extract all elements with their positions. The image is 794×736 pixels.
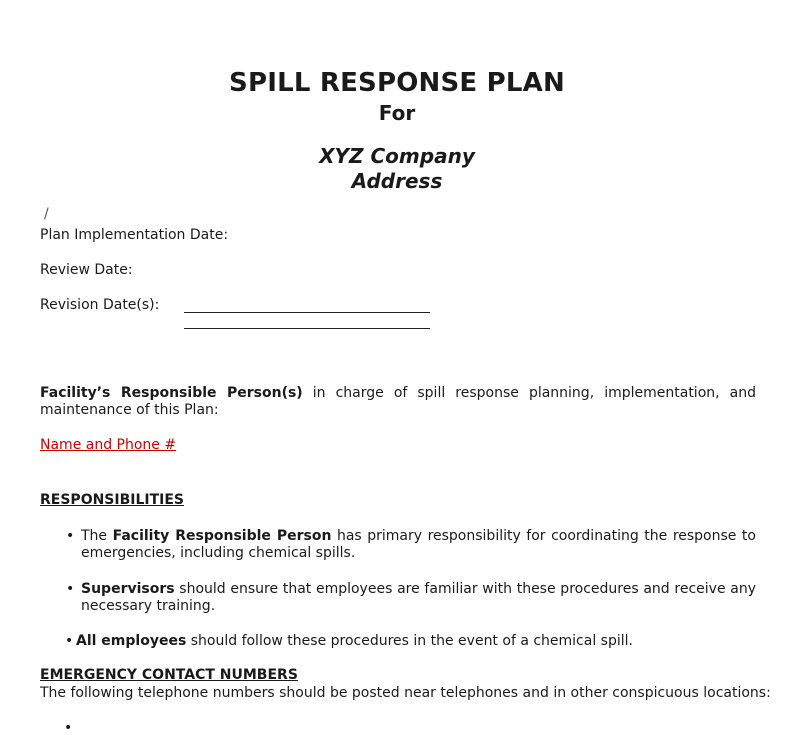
bullet-icon: • [66, 581, 75, 597]
responsibilities-heading: RESPONSIBILITIES [40, 492, 185, 508]
cut-off-text-line: • [64, 720, 73, 736]
stray-slash-mark: / [44, 206, 49, 222]
bullet-icon: • [66, 528, 75, 544]
company-name: XYZ Company [319, 144, 475, 168]
revision-date-line-1[interactable] [184, 312, 430, 313]
responsible-person-paragraph [40, 385, 756, 419]
bullet-icon: • [65, 633, 74, 649]
responsible-person-bold: Facility’s Responsible Person(s) [40, 385, 303, 401]
emergency-contact-heading: EMERGENCY CONTACT NUMBERS [40, 667, 298, 683]
plan-implementation-date-label: Plan Implementation Date: [40, 227, 229, 243]
company-address: Address [351, 169, 443, 193]
responsibility-item-3: • All employees should follow these procedures in the event of a chemical spill. [65, 633, 633, 649]
for-label: For [378, 101, 416, 125]
responsibility-item-1: • The Facility Responsible Person has primary responsibility for coordinating the response to emergencies, including chemical spills. [66, 528, 756, 561]
responsible-person-text: in charge of spill response planning, implementation, and maintenance of this Plan: [40, 385, 756, 418]
revision-dates-label: Revision Date(s): [40, 297, 160, 313]
review-date-label: Review Date: [40, 262, 133, 278]
name-and-phone-link[interactable]: Name and Phone # [40, 437, 177, 453]
responsibility-item-2: • Supervisors should ensure that employees are familiar with these procedures and receive any necessary training. [66, 581, 756, 614]
revision-date-line-2[interactable] [184, 328, 430, 329]
document-title: SPILL RESPONSE PLAN [229, 68, 565, 98]
emergency-contact-intro: The following telephone numbers should be posted near telephones and in other conspicuous locations: [40, 685, 771, 701]
